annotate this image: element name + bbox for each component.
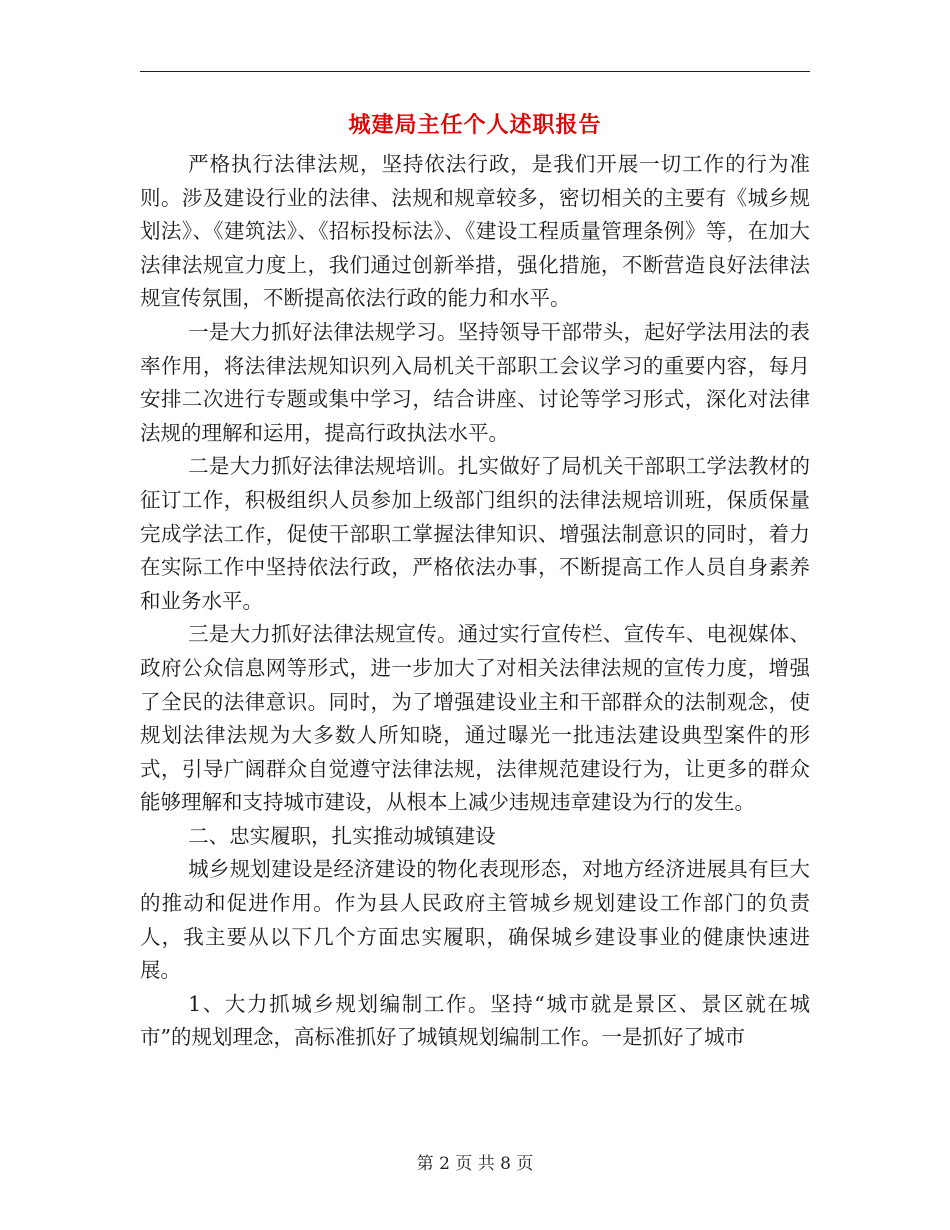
paragraph: 严格执行法律法规，坚持依法行政，是我们开展一切工作的行为准则。涉及建设行业的法律、法规和规章较多，密切相关的主要有《城乡规划法》、《建筑法》、《招标投标法》、《建设工程质量管理条例》等，在加大法律法规宣力度上，我们通过创新举措，强化措施，不断营造良好法律法规宣传氛围，不断提高依法行政的能力和水平。	[140, 152, 810, 311]
footer-prefix: 第	[416, 1154, 434, 1174]
document-body	[140, 148, 810, 1055]
header-rule	[140, 71, 810, 72]
paragraph: 二是大力抓好法律法规培训。扎实做好了局机关干部职工学法教材的征订工作，积极组织人员参加上级部门组织的法律法规培训班，保质保量完成学法工作，促使干部职工掌握法律知识、增强法制意识的同时，着力在实际工作中坚持依法行政，严格依法办事，不断提高工作人员自身素养和业务水平。	[140, 454, 810, 613]
footer-middle: 页 共	[455, 1154, 495, 1174]
paragraph: 三是大力抓好法律法规宣传。通过实行宣传栏、宣传车、电视媒体、政府公众信息网等形式，进一步加大了对相关法律法规的宣传力度，增强了全民的法律意识。同时，为了增强建设业主和干部群众的法制观念，使规划法律法规为大多数人所知晓，通过曝光一批违法建设典型案件的形式，引导广阔群众自觉遵守法律法规，法律规范建设行为，让更多的群众能够理解和支持城市建设，从根本上减少违规违章建设为行的发生。	[140, 622, 810, 815]
paragraph: 一是大力抓好法律法规学习。坚持领导干部带头，起好学法用法的表率作用，将法律法规知识列入局机关干部职工会议学习的重要内容，每月安排二次进行专题或集中学习，结合讲座、讨论等学习形式，深化对法律法规的理解和运用，提高行政执法水平。	[140, 319, 810, 445]
footer-suffix: 页	[516, 1154, 534, 1174]
section-heading: 二、忠实履职，扎实推动城镇建设	[188, 823, 496, 848]
paragraph: 城乡规划建设是经济建设的物化表现形态，对地方经济进展具有巨大的推动和促进作用。作为县人民政府主管城乡规划建设工作部门的负责人，我主要从以下几个方面忠实履职，确保城乡建设事业的健康快速进展。	[140, 857, 810, 983]
page-number-footer	[140, 1152, 810, 1176]
total-page-count: 8	[500, 1154, 511, 1174]
paragraph: 1、大力抓城乡规划编制工作。坚持“城市就是景区、景区就在城市”的规划理念，高标准抓好了城镇规划编制工作。一是抓好了城市	[140, 991, 810, 1050]
document-title: 城建局主任个人述职报告	[348, 112, 602, 138]
current-page-number: 2	[439, 1154, 450, 1174]
